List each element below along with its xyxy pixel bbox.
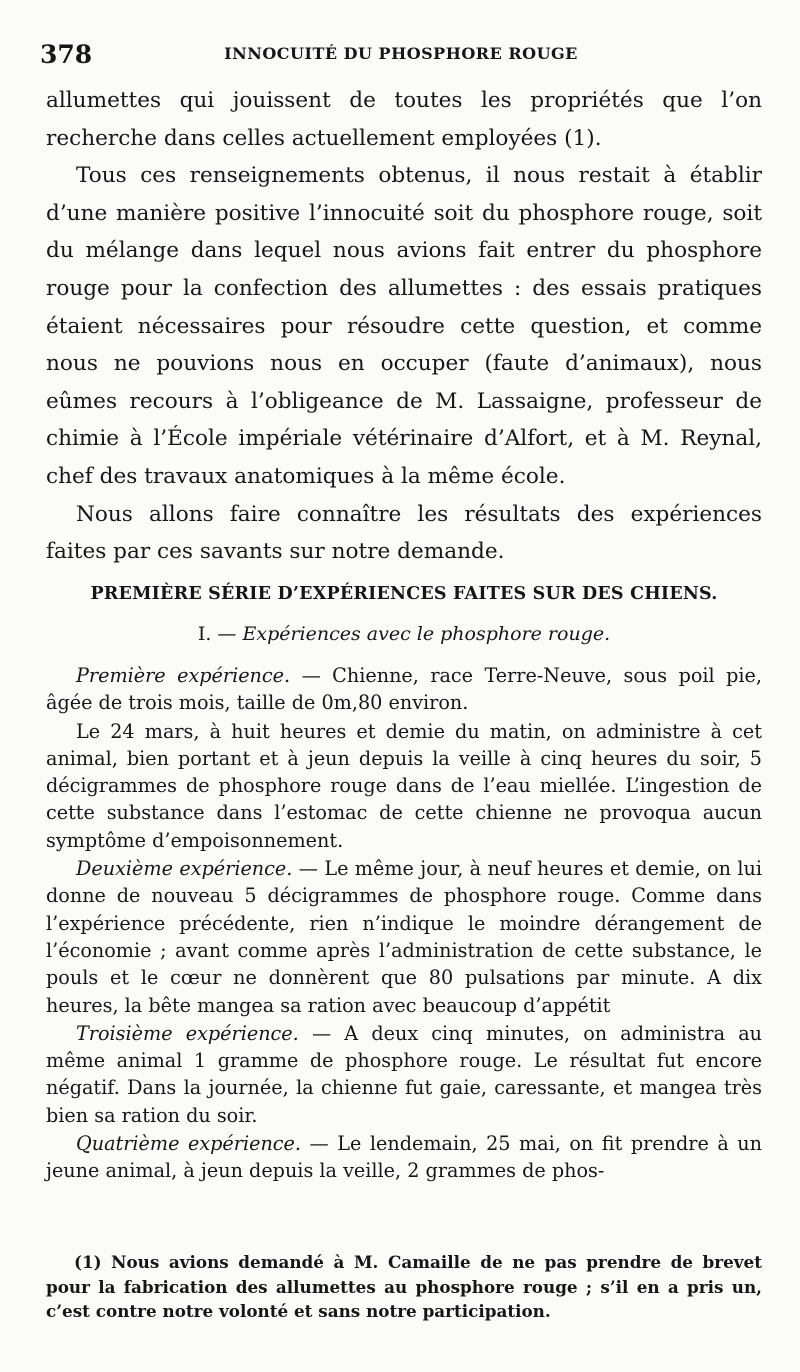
experiment-lead: Première expérience. <box>76 664 291 687</box>
subsection-heading <box>46 623 762 645</box>
experiment-paragraph <box>46 662 762 717</box>
running-title: INNOCUITÉ DU PHOSPHORE ROUGE <box>224 44 578 63</box>
subsection-title: Expériences avec le phosphore rouge. <box>242 623 611 645</box>
paragraph-innocuity: Tous ces renseignements obtenus, il nous restait à établir d’une manière positive l’innocuité soit du phosphore rouge, soit du mélange dans lequel nous avions fait entrer du phosphore rouge pour la confection des allumettes : des essais pratiques étaient nécessaires pour résoudre cette question, et comme nous ne pouvions nous en occuper (faute d’animaux), nous eûmes recours à l’obligeance de M. Lassaigne, professeur de chimie à l’École impériale vétérinaire d’Alfort, et à M. Reynal, chef des travaux anatomiques à la même école. <box>46 163 762 489</box>
experiment-text: — Le même jour, à neuf heures et demie, on lui donne de nouveau 5 décigrammes de phosphore rouge. Comme dans l’expérience précédente, rien n’indique le moindre dérangement de l’économie ; avant comme après l’administration de cette substance, le pouls et le cœur ne donnèrent que 80 pulsations par minute. A dix heures, la bête mangea sa ration avec beaucoup d’appétit <box>46 857 763 1017</box>
paragraph-continuation: allumettes qui jouissent de toutes les propriétés que l’on recherche dans celles actuellement employées (1). <box>46 88 762 151</box>
footnote-text: (1) Nous avions demandé à M. Camaille de ne pas prendre de brevet pour la fabrication des allumettes au phosphore rouge ; s’il en a pris un, c’est contre notre volonté et sans notre participation. <box>46 1252 762 1321</box>
experiment-paragraph <box>46 718 762 854</box>
experiment-text: — A deux cinq minutes, on administra au même animal 1 gramme de phosphore rouge. Le résultat fut encore négatif. Dans la journée, la chienne fut gaie, caressante, et mangea très bien sa ration du soir. <box>46 1021 762 1127</box>
experiment-paragraph <box>46 1130 762 1185</box>
experiments-text <box>46 662 762 1186</box>
body-text <box>46 82 762 571</box>
footnote <box>46 1250 762 1324</box>
experiment-lead: Quatrième expérience. <box>76 1132 302 1156</box>
page-header <box>40 40 762 70</box>
experiment-text: Le 24 mars, à huit heures et demie du matin, on administre à cet animal, bien portant et à jeun depuis la veille à cinq heures du soir, 5 décigrammes de phosphore rouge dans de l’eau miellée. L’ingestion de cette substance dans l’estomac de cette chienne ne provoqua aucun symptôme d’empoisonnement. <box>46 719 762 852</box>
subsection-number: I. — <box>197 623 237 645</box>
paragraph-results-intro: Nous allons faire connaître les résultats des expériences faites par ces savants sur notre demande. <box>46 501 762 565</box>
experiment-paragraph <box>46 1020 762 1129</box>
experiment-lead: Troisième expérience. <box>76 1021 299 1045</box>
experiment-text: — Le lendemain, 25 mai, on fit prendre à un jeune animal, à jeun depuis la veille, 2 grammes de phos- <box>46 1132 762 1183</box>
page-number: 378 <box>40 40 93 69</box>
experiment-paragraph <box>46 855 762 1019</box>
experiment-text: — Chienne, race Terre-Neuve, sous poil pie, âgée de trois mois, taille de 0m,80 environ. <box>46 664 762 715</box>
section-heading: PREMIÈRE SÉRIE D’EXPÉRIENCES FAITES SUR DES CHIENS. <box>90 584 718 604</box>
experiment-lead: Deuxième expérience. <box>76 857 293 881</box>
